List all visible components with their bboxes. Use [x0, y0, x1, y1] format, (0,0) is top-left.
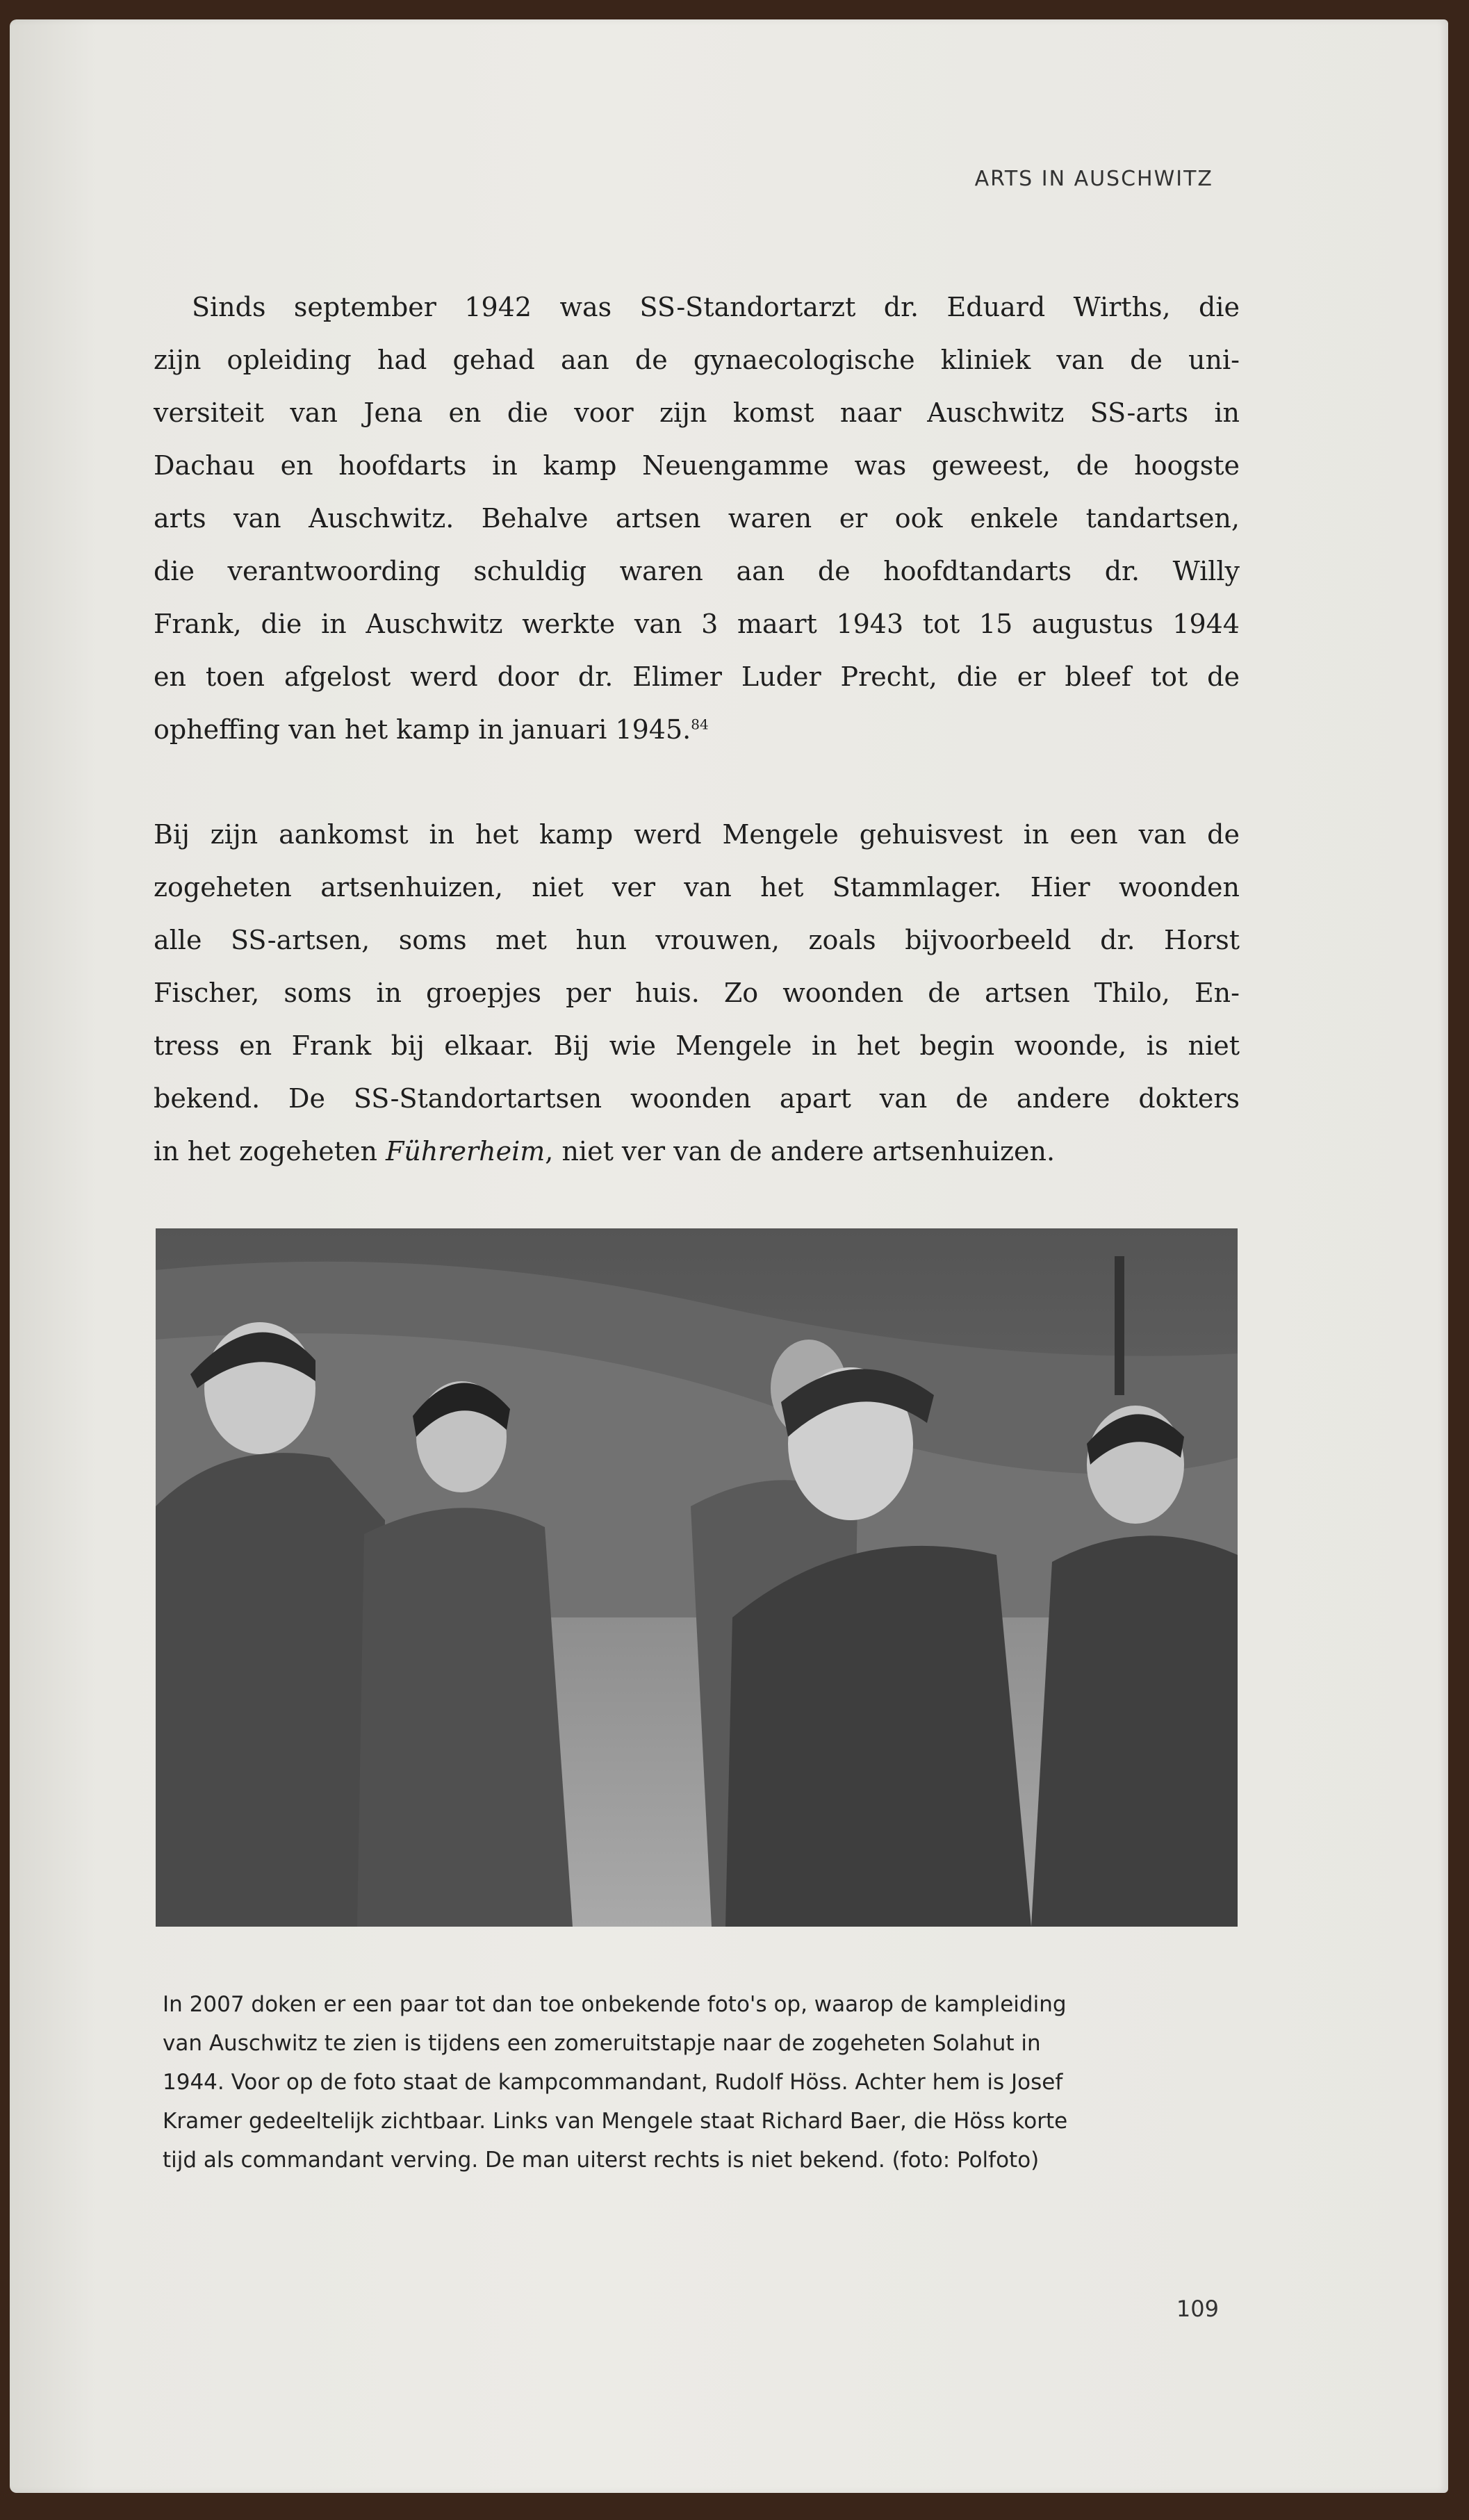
- running-head: ARTS IN AUSCHWITZ: [974, 167, 1213, 191]
- text-segment: opheffing van het kamp in januari 1945.: [154, 714, 691, 745]
- text-line: zijn opleiding had gehad aan de gynaecologische kliniek van de uni-: [154, 345, 1240, 375]
- paragraph-2: [154, 808, 1240, 1178]
- photo-caption: [163, 1985, 1247, 2180]
- photo-illustration: [156, 1228, 1238, 1927]
- text-line: Frank, die in Auschwitz werkte van 3 maart 1943 tot 15 augustus 1944: [154, 609, 1240, 639]
- book-page: [10, 19, 1448, 2493]
- caption-line: van Auschwitz te zien is tijdens een zomeruitstapje naar de zogeheten Solahut in: [163, 2031, 1041, 2056]
- paragraph-1: [154, 281, 1240, 756]
- italic-term: Führerheim: [386, 1136, 545, 1167]
- text-line: tress en Frank bij elkaar. Bij wie Mengele in het begin woonde, is niet: [154, 1030, 1240, 1061]
- footnote-reference[interactable]: 84: [691, 716, 709, 733]
- caption-line: Kramer gedeeltelijk zichtbaar. Links van Mengele staat Richard Baer, die Höss korte: [163, 2109, 1068, 2134]
- text-line: die verantwoording schuldig waren aan de hoofdtandarts dr. Willy: [154, 556, 1240, 586]
- text-line: [154, 1125, 1240, 1178]
- text-line: [154, 703, 1240, 756]
- text-line: zogeheten artsenhuizen, niet ver van het Stammlager. Hier woonden: [154, 872, 1240, 903]
- text-segment: in het zogeheten: [154, 1136, 386, 1167]
- caption-line: tijd als commandant verving. De man uiterst rechts is niet bekend. (foto: Polfoto): [163, 2148, 1040, 2173]
- text-line: alle SS-artsen, soms met hun vrouwen, zoals bijvoorbeeld dr. Horst: [154, 925, 1240, 955]
- text-line: en toen afgelost werd door dr. Elimer Luder Precht, die er bleef tot de: [154, 661, 1240, 692]
- text-line: versiteit van Jena en die voor zijn komst naar Auschwitz SS-arts in: [154, 397, 1240, 428]
- black-and-white-photograph: [156, 1228, 1238, 1927]
- text-line: Fischer, soms in groepjes per huis. Zo woonden de artsen Thilo, En-: [154, 978, 1240, 1008]
- text-line: bekend. De SS-Standortartsen woonden apart van de andere dokters: [154, 1083, 1240, 1114]
- text-line: Bij zijn aankomst in het kamp werd Mengele gehuisvest in een van de: [154, 819, 1240, 850]
- text-line: arts van Auschwitz. Behalve artsen waren er ook enkele tandartsen,: [154, 503, 1240, 534]
- text-line: Dachau en hoofdarts in kamp Neuengamme was geweest, de hoogste: [154, 450, 1240, 481]
- text-line: Sinds september 1942 was SS-Standortarzt dr. Eduard Wirths, die: [192, 292, 1240, 322]
- text-segment: , niet ver van de andere artsenhuizen.: [545, 1136, 1056, 1167]
- page-number: 109: [1176, 2296, 1219, 2322]
- caption-line: In 2007 doken er een paar tot dan toe onbekende foto's op, waarop de kampleiding: [163, 1992, 1067, 2017]
- caption-line: 1944. Voor op de foto staat de kampcommandant, Rudolf Höss. Achter hem is Josef: [163, 2070, 1063, 2095]
